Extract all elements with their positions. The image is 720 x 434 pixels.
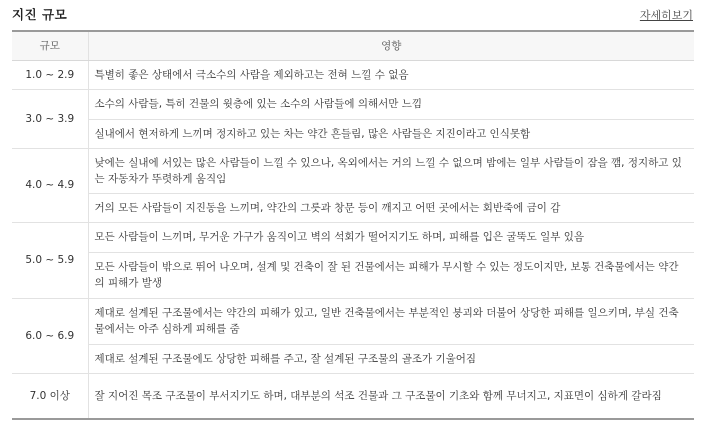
table-row [12,148,694,193]
column-header-scale: 규모 [12,31,88,60]
column-header-effect: 영향 [88,31,694,60]
effect-cell: 제대로 설계된 구조물에도 상당한 피해를 주고, 잘 설계된 구조물의 골조가 기울어짐 [88,344,694,373]
effect-cell: 제대로 설계된 구조물에서는 약간의 피해가 있고, 일반 건축물에서는 부분적인 붕괴와 더불어 상당한 피해를 일으키며, 부실 건축물에서는 아주 심하게 피해를 줌 [88,298,694,344]
effect-cell: 모든 사람들이 느끼며, 무거운 가구가 움직이고 벽의 석회가 떨어지기도 하며, 피해를 입은 굴뚝도 일부 있음 [88,222,694,252]
scale-cell: 7.0 이상 [12,373,88,419]
magnitude-table [12,30,694,420]
scale-cell: 5.0 ~ 5.9 [12,222,88,298]
scale-cell: 4.0 ~ 4.9 [12,148,88,222]
table-row [12,344,694,373]
page-title: 지진 규모 [12,7,68,22]
table-header-row [12,31,694,60]
more-details-link[interactable]: 자세히보기 [639,9,693,22]
table-row [12,222,694,252]
table-row [12,119,694,148]
effect-cell: 모든 사람들이 밖으로 뛰어 나오며, 설계 및 건축이 잘 된 건물에서는 피해가 무시할 수 있는 정도이지만, 보통 건축물에서는 약간의 피해가 발생 [88,252,694,298]
table-row [12,298,694,344]
effect-cell: 실내에서 현저하게 느끼며 정지하고 있는 차는 약간 흔들림, 많은 사람들은 지진이라고 인식못함 [88,119,694,148]
table-row [12,373,694,419]
table-row [12,193,694,222]
effect-cell: 낮에는 실내에 서있는 많은 사람들이 느낄 수 있으나, 옥외에서는 거의 느낄 수 없으며 밤에는 일부 사람들이 잠을 깸, 정지하고 있는 자동차가 뚜렷하게 움직임 [88,148,694,193]
effect-cell: 거의 모든 사람들이 지진동을 느끼며, 약간의 그릇과 창문 등이 깨지고 어떤 곳에서는 회반죽에 금이 감 [88,193,694,222]
table-row [12,60,694,89]
scale-cell: 6.0 ~ 6.9 [12,298,88,373]
table-row [12,89,694,119]
scale-cell: 3.0 ~ 3.9 [12,89,88,148]
section-header [0,0,720,28]
effect-cell: 소수의 사람들, 특히 건물의 윗층에 있는 소수의 사람들에 의해서만 느낌 [88,89,694,119]
effect-cell: 잘 지어진 목조 구조물이 부서지기도 하며, 대부분의 석조 건물과 그 구조물이 기초와 함께 무너지고, 지표면이 심하게 갈라짐 [88,373,694,419]
scale-cell: 1.0 ~ 2.9 [12,60,88,89]
effect-cell: 특별히 좋은 상태에서 극소수의 사람을 제외하고는 전혀 느낄 수 없음 [88,60,694,89]
table-row [12,252,694,298]
